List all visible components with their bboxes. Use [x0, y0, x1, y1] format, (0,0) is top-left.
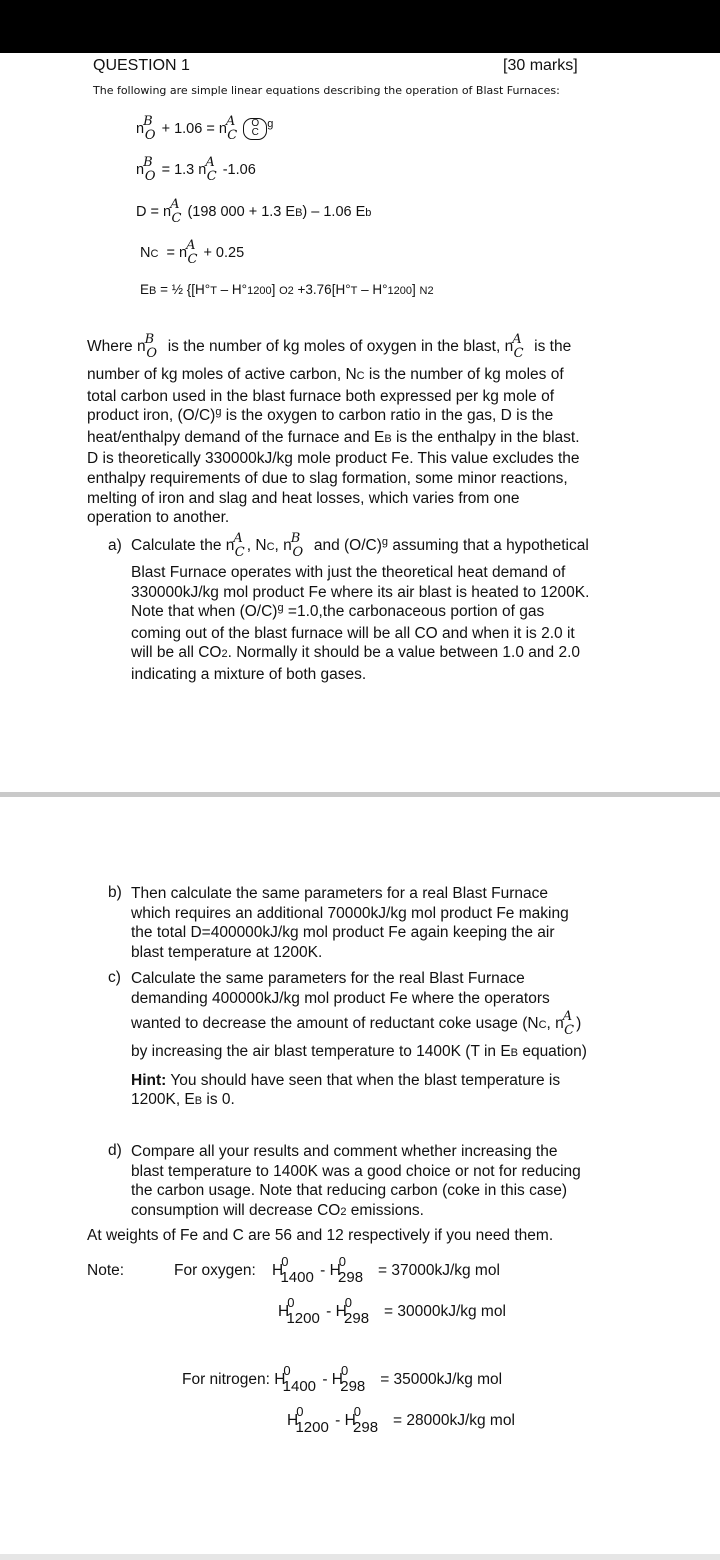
where-line-4 — [87, 406, 707, 428]
subscript-c: C — [356, 370, 365, 382]
subscript-n2: N2 — [419, 285, 434, 297]
where-paragraph — [87, 365, 707, 528]
subscript: O — [146, 346, 158, 361]
part-a-line-6 — [131, 643, 711, 665]
minus: - — [330, 1412, 345, 1429]
subscript-temp: 1400 — [280, 1269, 314, 1286]
superscript-0: 0 — [281, 1254, 289, 1269]
part-d-line-3: the carbon usage. Note that reducing carbon (coke in this case) — [131, 1182, 567, 1200]
intro-text: The following are simple linear equations describing the operation of Blast Furnaces: — [93, 84, 560, 97]
superscript-0: 0 — [283, 1363, 291, 1378]
part-c-line-1: Calculate the same parameters for the real Blast Furnace — [131, 970, 525, 987]
eq3-start: D = n — [136, 204, 172, 220]
superscript: A — [170, 197, 180, 212]
part-c-line-4 — [131, 1042, 711, 1064]
superscript: A — [186, 238, 196, 253]
eq5-d: +3.76[H° — [293, 282, 351, 297]
text: product iron, (O/C) — [87, 407, 216, 425]
subscript-2: 2 — [221, 648, 228, 661]
text: and (O/C) — [313, 537, 382, 554]
eq2-end: -1.06 — [222, 162, 256, 178]
hint-text: You should have seen that when the blast temperature is — [166, 1071, 561, 1089]
text: is the oxygen to carbon ratio in the gas, D is the — [225, 407, 554, 425]
equation-2 — [136, 155, 256, 184]
equation-3 — [136, 197, 372, 226]
equation-1 — [136, 113, 274, 143]
text: by increasing the air blast temperature to 1400K (T in E — [131, 1043, 511, 1060]
text: assuming that a hypothetical — [392, 537, 589, 554]
subscript: C — [206, 169, 217, 184]
superscript: B — [290, 531, 301, 546]
oxygen-eq-2 — [278, 1295, 506, 1327]
subscript-temp: 298 — [353, 1419, 379, 1436]
eq4-n: N — [140, 245, 151, 261]
eq5-f: ] — [411, 282, 420, 297]
text: , n — [546, 1015, 564, 1032]
subscript-temp: 298 — [340, 1378, 366, 1395]
subscript-1200: 1200 — [247, 285, 272, 297]
superscript: B — [144, 332, 155, 347]
eq5-b: – H° — [216, 282, 248, 297]
nitrogen-eq-1 — [182, 1363, 503, 1395]
value: = 35000kJ/kg mol — [380, 1371, 503, 1388]
where-line-9: operation to another. — [87, 509, 230, 527]
subscript-temp: 298 — [338, 1269, 364, 1286]
subscript-temp: 1200 — [295, 1419, 329, 1436]
text: Where n — [87, 338, 146, 355]
part-c-label: c) — [108, 969, 121, 986]
subscript: C — [227, 127, 238, 143]
page-divider — [0, 792, 720, 797]
eq1-middle: + 1.06 = n — [161, 120, 227, 137]
superscript: B — [143, 113, 153, 129]
minus: - — [321, 1303, 336, 1320]
nitrogen-label: For nitrogen: — [182, 1371, 270, 1388]
text: =1.0,the carbonaceous portion of gas — [287, 603, 545, 621]
text: is 0. — [202, 1091, 235, 1109]
part-d-line-1: Compare all your results and comment whether increasing the — [131, 1143, 558, 1160]
text: consumption will decrease CO — [131, 1201, 341, 1219]
part-b-line-2: which requires an additional 70000kJ/kg mol product Fe making — [131, 904, 569, 922]
subscript-c: C — [150, 248, 159, 260]
text: equation) — [518, 1043, 587, 1060]
subscript-b: B — [194, 1095, 203, 1108]
superscript: B — [143, 155, 153, 170]
superscript-g: g — [277, 602, 284, 615]
part-b-label: b) — [108, 884, 122, 901]
n-symbol: n — [136, 162, 145, 178]
part-a-line-5: coming out of the blast furnace will be all CO and when it is 2.0 it — [131, 624, 575, 642]
minus: - — [315, 1262, 330, 1279]
superscript-0: 0 — [338, 1254, 347, 1269]
text: ) — [576, 1015, 582, 1032]
h-symbol: H — [331, 1371, 343, 1388]
subscript: C — [513, 346, 524, 361]
value: = 30000kJ/kg mol — [383, 1303, 506, 1320]
text: , n — [274, 537, 292, 554]
h-symbol: H — [278, 1303, 290, 1320]
superscript: A — [205, 155, 215, 170]
part-c-body-top — [131, 969, 711, 1008]
text: number of kg moles of active carbon, N — [87, 366, 357, 383]
part-a-line-2: Blast Furnace operates with just the theoretical heat demand of — [131, 564, 566, 581]
subscript-2: 2 — [340, 1205, 347, 1218]
part-b-body — [131, 884, 711, 962]
text: 1200K, E — [131, 1091, 195, 1109]
subscript-temp: 1200 — [286, 1310, 320, 1327]
h-symbol: H — [329, 1262, 341, 1279]
part-c-line-2: demanding 400000kJ/kg mol product Fe where the operators — [131, 989, 550, 1007]
part-d-line-2: blast temperature to 1400K was a good choice or not for reducing — [131, 1162, 581, 1180]
text: is the number of kg moles of — [368, 366, 564, 383]
subscript-b: B — [295, 207, 303, 219]
subscript: C — [171, 211, 182, 226]
where-line-6: D is theoretically 330000kJ/kg mole product Fe. This value excludes the — [87, 450, 580, 468]
bottom-edge — [0, 1554, 720, 1560]
subscript: C — [564, 1023, 575, 1038]
superscript-0: 0 — [341, 1363, 349, 1378]
h-symbol: H — [287, 1412, 299, 1429]
subscript-b: B — [149, 285, 157, 297]
subscript: O — [292, 545, 304, 560]
text: will be all CO — [131, 644, 222, 662]
subscript-b-lower: b — [365, 207, 372, 219]
subscript-temp: 298 — [344, 1310, 370, 1327]
eq4-end: + 0.25 — [203, 245, 245, 261]
frac-bottom: C — [251, 127, 259, 138]
superscript-g: g — [381, 536, 389, 548]
subscript: O — [144, 169, 156, 184]
frac-top: O — [251, 118, 260, 129]
text: Note that when (O/C) — [131, 603, 278, 621]
value: = 37000kJ/kg mol — [377, 1262, 500, 1279]
text: is the number of kg moles of oxygen in the blast, n — [167, 338, 514, 355]
part-a-line-7: indicating a mixture of both gases. — [131, 665, 367, 683]
text: emissions. — [346, 1201, 424, 1219]
eq5-e: E — [140, 282, 150, 297]
subscript-t: T — [350, 285, 358, 297]
part-a-line-3: 330000kJ/kg mol product Fe where its air blast is heated to 1200K. — [131, 583, 590, 601]
superscript: A — [512, 332, 522, 347]
subscript-b: B — [510, 1047, 519, 1059]
superscript-0: 0 — [287, 1295, 295, 1310]
hint-label: Hint: — [131, 1071, 167, 1089]
question-title: QUESTION 1 — [93, 57, 190, 74]
superscript-0: 0 — [344, 1295, 353, 1310]
eq4-middle: = n — [166, 245, 188, 261]
part-a-line-4 — [131, 602, 711, 624]
superscript: A — [225, 113, 236, 129]
subscript-t: T — [210, 285, 217, 297]
n-symbol: n — [136, 120, 145, 137]
part-c-line-6 — [131, 1090, 711, 1112]
superscript: A — [233, 531, 243, 546]
subscript-o2: O2 — [279, 285, 294, 297]
subscript-c: C — [538, 1019, 547, 1031]
equation-4 — [140, 238, 245, 267]
where-line-3: total carbon used in the blast furnace both expressed per kg mole of — [87, 387, 555, 405]
atomic-weights: At weights of Fe and C are 56 and 12 respectively if you need them. — [87, 1227, 554, 1244]
eq2-middle: = 1.3 n — [161, 162, 207, 178]
eq3-tail: ) – 1.06 E — [302, 204, 366, 220]
where-line-7: enthalpy requirements of due to slag formation, some minor reactions, — [87, 469, 568, 487]
oxygen-label: For oxygen: — [174, 1262, 256, 1279]
text: Calculate the n — [131, 537, 235, 554]
part-c-hint — [131, 1071, 711, 1091]
eq3-end: (198 000 + 1.3 E — [187, 204, 296, 220]
part-a-label: a) — [108, 537, 122, 554]
note-label: Note: — [87, 1262, 125, 1279]
nitrogen-eq-2 — [287, 1404, 515, 1436]
part-c-line-3 — [131, 1009, 582, 1038]
superscript-0: 0 — [296, 1404, 304, 1419]
subscript-b: B — [384, 432, 392, 445]
part-d-line-4 — [131, 1201, 711, 1223]
subscript: O — [144, 127, 156, 143]
subscript-c: C — [266, 541, 275, 553]
part-d-label: d) — [108, 1142, 122, 1159]
where-line-1 — [87, 332, 572, 361]
h-symbol: H — [274, 1371, 286, 1388]
subscript: C — [234, 545, 245, 560]
text: is the — [534, 338, 572, 355]
h-symbol: H — [272, 1262, 284, 1279]
part-b-line-1: Then calculate the same parameters for a real Blast Furnace — [131, 885, 548, 902]
superscript-g: g — [215, 406, 222, 419]
superscript-g: g — [267, 117, 274, 130]
part-c-body-bottom — [131, 1042, 711, 1112]
top-black-bar — [0, 0, 720, 53]
minus: - — [318, 1371, 332, 1388]
text: heat/enthalpy demand of the furnace and E — [87, 428, 385, 446]
part-b-line-4: blast temperature at 1200K. — [131, 943, 323, 961]
subscript-temp: 1400 — [282, 1378, 317, 1395]
equation-5 — [140, 282, 434, 297]
part-b-line-3: the total D=400000kJ/kg mol product Fe again keeping the air — [131, 924, 555, 942]
part-a-line-1 — [131, 531, 589, 560]
where-line-5 — [87, 428, 707, 450]
eq5-a: = ½ {[H° — [160, 282, 211, 297]
superscript: A — [562, 1009, 573, 1024]
oxygen-eq-1 — [272, 1254, 500, 1286]
superscript-0: 0 — [353, 1404, 362, 1419]
subscript: C — [187, 252, 198, 267]
subscript-1200: 1200 — [387, 285, 412, 297]
eq5-c: ] — [271, 282, 280, 297]
h-symbol: H — [335, 1303, 347, 1320]
text: is the enthalpy in the blast. — [395, 428, 580, 446]
h-symbol: H — [344, 1412, 356, 1429]
text: wanted to decrease the amount of reductant coke usage (N — [131, 1015, 539, 1032]
where-line-8: melting of iron and slag and heat losses, which varies from one — [87, 489, 520, 507]
text: . Normally it should be a value between 1.0 and 2.0 — [227, 644, 580, 662]
where-line-2 — [87, 365, 707, 387]
question-marks: [30 marks] — [503, 57, 578, 74]
oc-ratio-fraction — [243, 118, 267, 140]
part-a-body — [131, 563, 711, 685]
eq5-e2: – H° — [357, 282, 388, 297]
value: = 28000kJ/kg mol — [392, 1412, 515, 1429]
part-d-body — [131, 1142, 711, 1222]
text: , N — [246, 537, 267, 554]
